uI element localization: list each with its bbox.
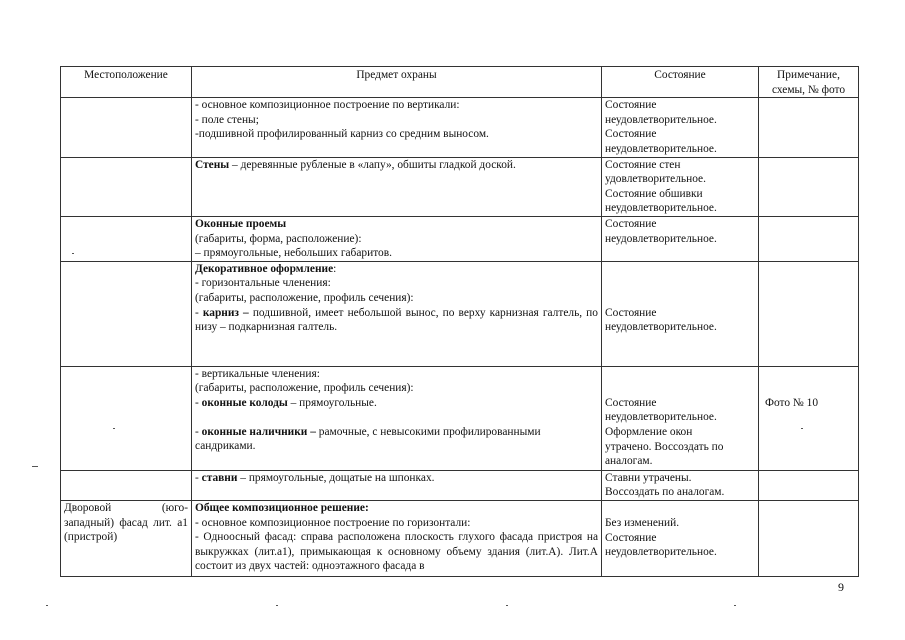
subject-line: -подшивной профилированный карниз со средним выносом. xyxy=(195,128,489,141)
state-cell xyxy=(602,500,759,576)
location-cell xyxy=(61,261,192,366)
subject-line: - основное композиционное построение по горизонтали: xyxy=(195,516,471,529)
location-cell xyxy=(61,216,192,261)
scan-speck xyxy=(113,428,115,429)
state-line: Состояние xyxy=(605,396,657,409)
location-cell xyxy=(61,366,192,470)
subject-text: рамочные, с невысокими профилированными сандриками. xyxy=(195,425,541,453)
state-line: неудовлетворительное. xyxy=(605,202,717,215)
subject-line: - поле стены; xyxy=(195,113,259,126)
scan-speck xyxy=(46,605,48,606)
header-state: Состояние xyxy=(602,67,759,98)
subject-prefix: - xyxy=(195,471,202,484)
state-line: утрачено. Воссоздать по xyxy=(605,440,724,453)
subject-cell xyxy=(192,98,602,157)
protection-table xyxy=(60,66,859,577)
state-cell xyxy=(602,98,759,157)
table-row xyxy=(61,216,859,261)
table-row xyxy=(61,500,859,576)
state-cell xyxy=(602,470,759,500)
state-line: неудовлетворительное. xyxy=(605,546,717,559)
state-cell xyxy=(602,261,759,366)
state-line: неудовлетворительное. xyxy=(605,321,717,334)
state-line: Состояние обшивки xyxy=(605,187,703,200)
state-line: Состояние xyxy=(605,217,657,230)
subject-keyword: Стены xyxy=(195,158,230,171)
header-location: Местоположение xyxy=(61,67,192,98)
note-cell xyxy=(759,500,859,576)
subject-keyword: оконные колоды xyxy=(201,396,288,409)
photo-reference: Фото № 10 xyxy=(765,396,819,409)
scan-speck xyxy=(506,605,508,606)
subject-keyword: оконные наличники – xyxy=(201,425,316,438)
subject-line: (габариты, расположение, профиль сечения): xyxy=(195,382,414,395)
scan-speck xyxy=(734,605,736,606)
table-header-row xyxy=(61,67,859,98)
subject-cell xyxy=(192,261,602,366)
location-cell: Дворовой (юго-западный) фасад лит. а1 (пристрой) xyxy=(61,500,192,576)
subject-keyword: карниз – xyxy=(202,306,249,319)
subject-cell xyxy=(192,500,602,576)
subject-text: – прямоугольные, дощатые на шпонках. xyxy=(237,471,435,484)
table-row xyxy=(61,470,859,500)
note-cell xyxy=(759,470,859,500)
subject-title: Оконные проемы xyxy=(195,217,287,230)
note-cell xyxy=(759,157,859,216)
note-cell xyxy=(759,216,859,261)
subject-prefix: - xyxy=(195,396,202,409)
state-line: неудовлетворительное. xyxy=(605,142,717,155)
table-row xyxy=(61,261,859,366)
scan-speck xyxy=(276,605,278,606)
state-line: Воссоздать по аналогам. xyxy=(605,486,725,499)
header-note-line2: схемы, № фото xyxy=(771,83,846,96)
note-cell xyxy=(759,261,859,366)
state-line: Состояние xyxy=(605,306,657,319)
subject-text: – прямоугольные. xyxy=(287,396,377,409)
scan-speck xyxy=(801,428,803,429)
note-cell xyxy=(759,98,859,157)
subject-line: - горизонтальные членения: xyxy=(195,277,331,290)
subject-line: (габариты, форма, расположение): xyxy=(195,232,362,245)
header-note xyxy=(759,67,859,98)
subject-title-suffix: : xyxy=(333,262,337,275)
state-line: неудовлетворительное. xyxy=(605,232,717,245)
header-subject: Предмет охраны xyxy=(192,67,602,98)
subject-text: – деревянные рубленые в «лапу», обшиты гладкой доской. xyxy=(229,158,516,171)
header-note-line1: Примечание, xyxy=(777,69,840,81)
state-line: Состояние xyxy=(605,531,657,544)
state-line: Оформление окон xyxy=(605,425,693,438)
subject-prefix: - xyxy=(195,425,202,438)
state-line: Ставни утрачены. xyxy=(605,471,692,484)
subject-line: - основное композиционное построение по вертикали: xyxy=(195,99,460,112)
subject-text: подшивной, имеет небольшой вынос, по верху карнизная галтель, по низу – подкарнизная галтель. xyxy=(195,306,598,334)
state-line: неудовлетворительное. xyxy=(605,411,717,424)
note-cell xyxy=(759,366,859,470)
scan-speck xyxy=(32,466,38,467)
state-cell xyxy=(602,216,759,261)
state-line: Состояние стен xyxy=(605,158,681,171)
subject-line: - вертикальные членения: xyxy=(195,367,320,380)
table-row xyxy=(61,98,859,157)
table-row xyxy=(61,366,859,470)
subject-keyword: ставни xyxy=(201,471,238,484)
state-line: удовлетворительное. xyxy=(605,173,706,186)
state-cell xyxy=(602,157,759,216)
subject-cell xyxy=(192,366,602,470)
location-cell xyxy=(61,470,192,500)
subject-cell xyxy=(192,157,602,216)
state-line: неудовлетворительное. xyxy=(605,113,717,126)
scan-speck xyxy=(72,253,74,254)
state-line: Без изменений. xyxy=(605,516,680,529)
page-number: 9 xyxy=(838,580,844,594)
state-line: Состояние xyxy=(605,128,657,141)
location-cell xyxy=(61,157,192,216)
subject-title: Общее композиционное решение: xyxy=(195,501,369,514)
state-line: Состояние xyxy=(605,99,657,112)
subject-prefix: - xyxy=(195,306,203,319)
subject-cell xyxy=(192,470,602,500)
location-cell xyxy=(61,98,192,157)
table-row xyxy=(61,157,859,216)
subject-paragraph: - Одноосный фасад: справа расположена плоскость глухого фасада пристроя на выкружках (лит.а1), примыкающая к основному объему здания (лит.А). Лит.А состоит из двух частей: одноэтажного фасада в xyxy=(195,531,598,573)
subject-title: Декоративное оформление xyxy=(195,262,334,275)
subject-line: (габариты, расположение, профиль сечения): xyxy=(195,291,414,304)
state-cell xyxy=(602,366,759,470)
subject-line: – прямоугольные, небольших габаритов. xyxy=(195,247,392,260)
state-line: аналогам. xyxy=(605,455,653,468)
subject-cell xyxy=(192,216,602,261)
